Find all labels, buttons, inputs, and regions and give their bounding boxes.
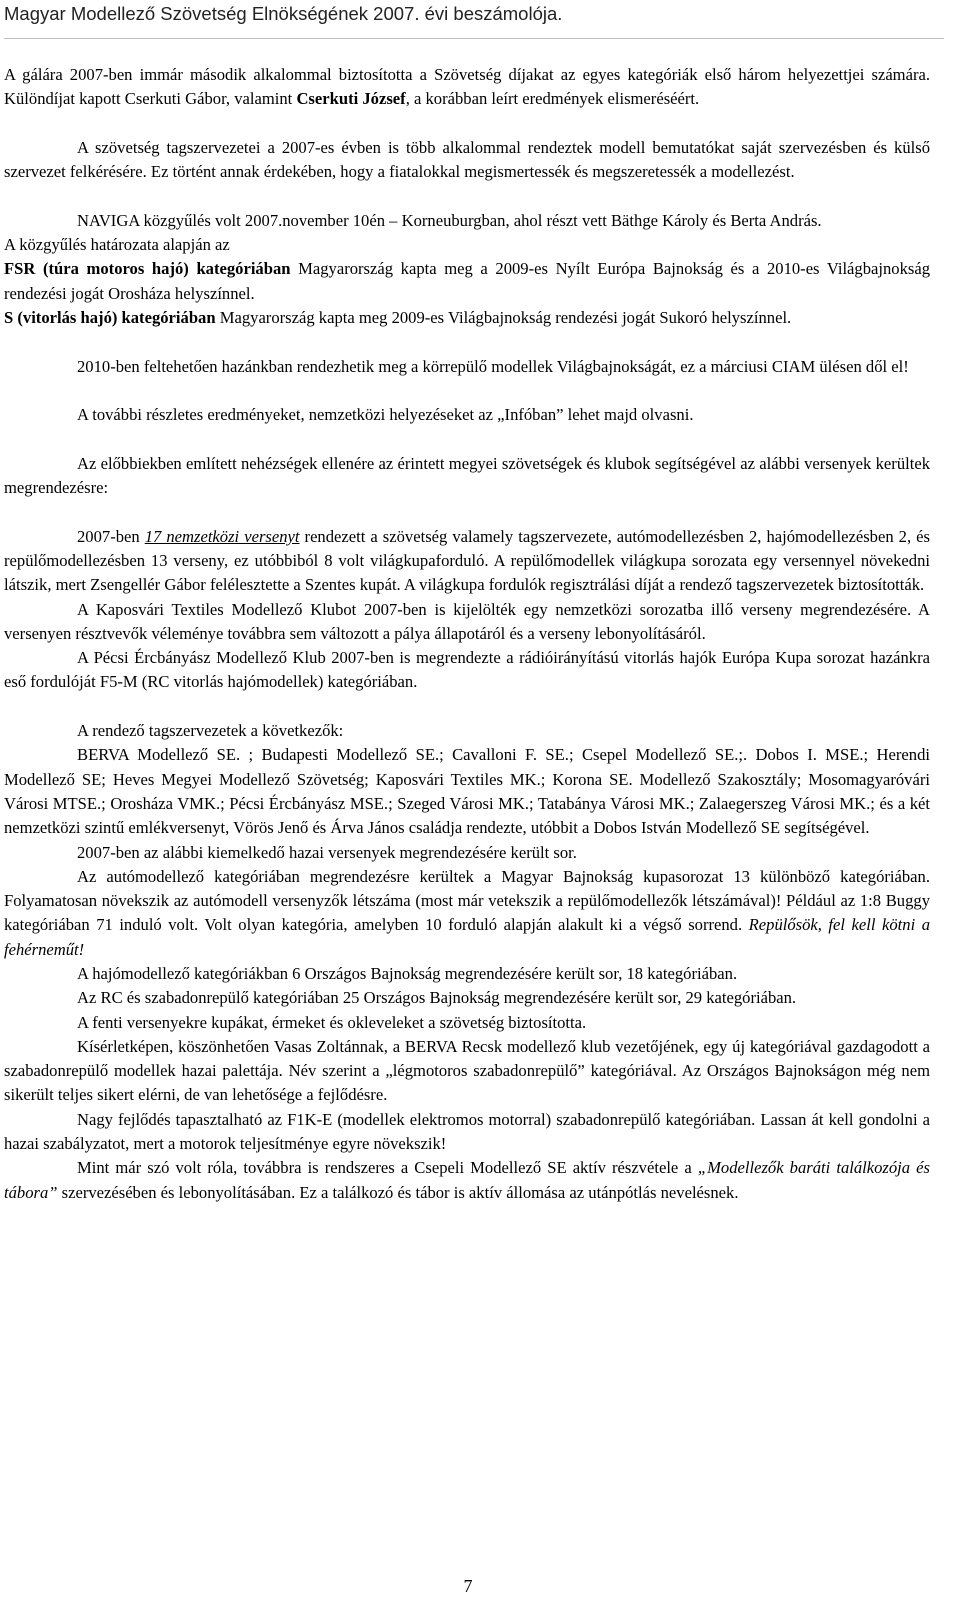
- paragraph-organizers-intro: A rendező tagszervezetek a következők:: [77, 721, 344, 741]
- paragraph-new-category: Kísérletképen, köszönhetően Vasas Zoltánnak, a BERVA Recsk modellező klub vezetőjének, egy új kategóriával gazdagodott a szabadonrepülő modellek hazai palettája. Név szerint a „légmotoros szabadonrepülő” kategóriával. Az Országos Bajnokságon még nem sikerült teljes sikert elérni, de van lehetősége a fejlődésre.: [4, 1036, 930, 1105]
- paragraph-csepel-camp: [4, 1156, 930, 1205]
- italic-event-name: „Modellezők baráti találkozója és tábora”: [4, 1158, 930, 1202]
- text-run: Mint már szó volt róla, továbbra is rendszeres a Csepeli Modellező SE aktív részvétele a: [77, 1158, 698, 1178]
- bold-name: Cserkuti József: [296, 89, 406, 109]
- bold-category: FSR (túra motoros hajó) kategóriában: [4, 259, 291, 279]
- paragraph-kaposvar-club: A Kaposvári Textiles Modellező Klubot 2007-ben is kijelölték egy nemzetközi sorozatba illő verseny megrendezésére. A versenyen résztvevők véleménye továbbra sem változott a pálya állapotáról és a verseny lebonyolításáról.: [4, 599, 930, 643]
- paragraph-ship-models: A hajómodellező kategóriákban 6 Országos Bajnokság megrendezésére került sor, 18 kategóriában.: [77, 963, 738, 983]
- paragraph-f1k-e: Nagy fejlődés tapasztalható az F1K-E (modellek elektromos motorral) szabadonrepülő kategóriában. Lassan át kell gondolni a hazai szabályzatot, mert a motorok teljesítménye egyre növekszik!: [4, 1109, 930, 1154]
- paragraph-domestic-events: 2007-ben az alábbi kiemelkedő hazai versenyek megrendezésére került sor.: [77, 842, 577, 862]
- italic-remark: Repülősök, fel kell kötni a fehérneműt!: [4, 915, 930, 959]
- paragraph-model-shows: A szövetség tagszervezetei a 2007-es évben is több alkalommal rendeztek modell bemutatókat saját szervezésben és külső szervezet felkérésére. Ez történt annak érdekében, hogy a fiatalokkal megismertessék és megszeretessék a modellezést.: [4, 137, 930, 182]
- paragraph-car-models: [4, 865, 930, 962]
- paragraph-rc-free-flight: Az RC és szabadonrepülő kategóriában 25 Országos Bajnokság megrendezésére került sor, 29 kategóriában.: [77, 988, 797, 1008]
- paragraph-assembly-decision: A közgyűlés határozata alapján az: [4, 235, 230, 255]
- paragraph-organizers-list: BERVA Modellező SE. ; Budapesti Modellező SE.; Cavalloni F. SE.; Csepel Modellező SE.;. Dobos I. MSE.; Herendi Modellező SE; Heves Megyei Modellező Szövetség; Kaposvári Textiles MK.; Korona SE. Modellező Szakosztály; Mosomagyaróvári Városi MTSE.; Orosháza VMK.; Pécsi Ércbányász MSE.; Szeged Városi MK.; Tatabánya Városi MK.; Zalaegerszeg Városi MK.; és a két nemzetközi szintű emlékversenyt, Vörös Jenő és Árva János családja rendezte, utóbbit a Dobos István Modellező SE segítségével.: [4, 745, 930, 838]
- paragraph-difficulties: Az előbbiekben említett nehézségek ellenére az érintett megyei szövetségek és klubok segítségével az alábbi versenyek kerültek megrendezésre:: [4, 453, 930, 498]
- text-run: Az autómodellező kategóriában megrendezésre kerültek a Magyar Bajnokság kupasorozat 13 különböző kategóriában. Folyamatosan növekszik az autómodell versenyzők létszáma (most már vetekszik a repülőmodellezők létszámával)! Például az 1:8 Buggy kategóriában 71 induló volt. Volt olyan kategória, amelyben 10 forduló alapján alakult ki a végső sorrend.: [4, 866, 930, 935]
- text-run: , a korábban leírt eredmények elismeréséért.: [405, 89, 700, 109]
- document-header: Magyar Modellező Szövetség Elnökségének 2007. évi beszámolója.: [4, 2, 944, 39]
- paragraph-fsr-category: [4, 257, 930, 306]
- underlined-count: 17 nemzetközi versenyt: [144, 526, 300, 546]
- text-run: rendezett a szövetség valamely tagszervezete, autómodellezésben 2, hajómodellezésben 2, és repülőmodellezésben 13 verseny, ez utóbbiból 8 volt világkupaforduló. A repülőmodellek világkupa sorozata egy versennyel növekedni látszik, mert Zsengellér Gábor felélesztette a Szentes kupát. A világkupa fordulók regisztrálási díját a rendező tagszervezetek biztosították.: [4, 526, 930, 595]
- paragraph-info-reference: A további részletes eredményeket, nemzetközi helyezéseket az „Infóban” lehet majd olvasni.: [77, 405, 694, 425]
- text-run: Magyarország kapta meg 2009-es Világbajnokság rendezési jogát Sukoró helyszínnel.: [215, 307, 792, 327]
- page-number: 7: [463, 1576, 473, 1596]
- document-body: [4, 63, 930, 1205]
- paragraph-2010-championship: 2010-ben feltehetően hazánkban rendezhetik meg a körrepülő modellek Világbajnokságát, ez a márciusi CIAM ülésen dől el!: [77, 356, 909, 376]
- bold-category: S (vitorlás hajó) kategóriában: [4, 307, 216, 327]
- paragraph-s-category: [4, 306, 930, 330]
- paragraph-pecs-club: A Pécsi Ércbányász Modellező Klub 2007-ben is megrendezte a rádióirányítású vitorlás hajók Európa Kupa sorozat hazánkra eső fordulóját F5-M (RC vitorlás hajómodellek) kategóriában.: [4, 648, 930, 692]
- paragraph-gala-awards: [4, 63, 930, 112]
- paragraph-trophies: A fenti versenyekre kupákat, érmeket és okleveleket a szövetség biztosította.: [77, 1012, 587, 1032]
- text-run: 2007-ben: [77, 526, 145, 546]
- paragraph-international-events: [4, 525, 930, 598]
- text-run: Magyarország kapta meg a 2009-es Nyílt Európa Bajnokság és a 2010-es Világbajnokság rendezési jogát Orosháza helyszínnel.: [4, 259, 930, 303]
- text-run: A gálára 2007-ben immár második alkalommal biztosította a Szövetség díjakat az egyes kategóriák első három helyezettjei számára. Különdíjat kapott Cserkuti Gábor, valamint: [4, 65, 930, 109]
- paragraph-naviga-assembly: NAVIGA közgyűlés volt 2007.november 10én – Korneuburgban, ahol részt vett Bäthge Károly és Berta András.: [77, 210, 822, 230]
- text-run: szervezésében és lebonyolításában. Ez a találkozó és tábor is aktív állomása az utánpótlás nevelésnek.: [57, 1182, 739, 1202]
